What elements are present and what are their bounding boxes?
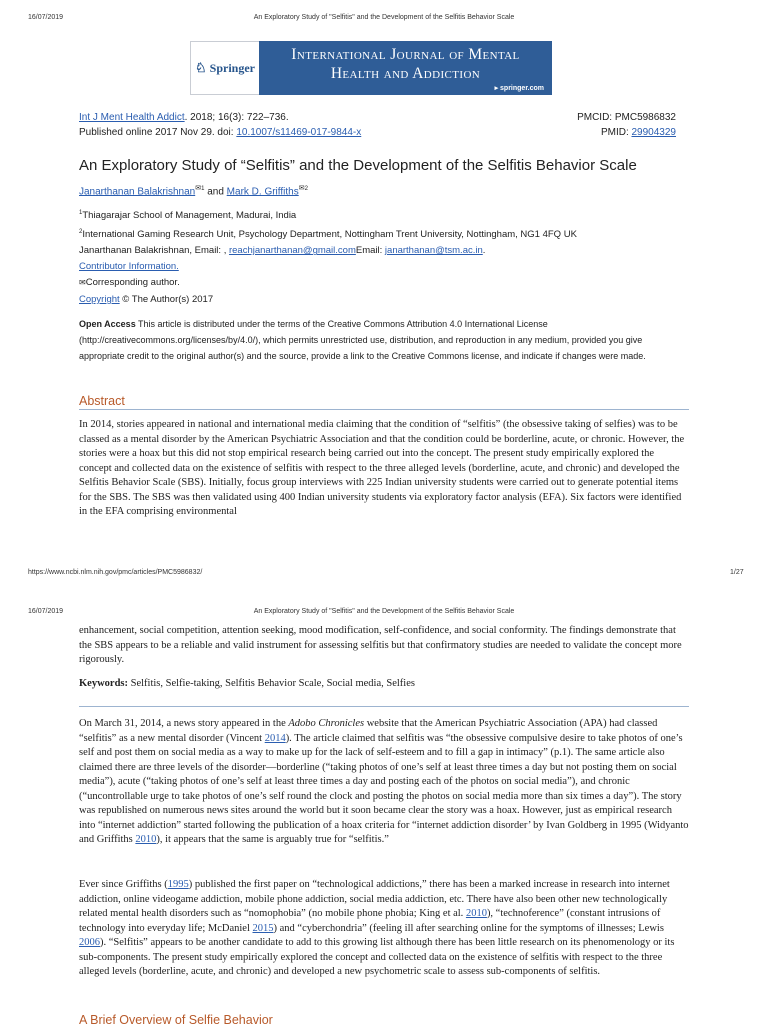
copyright-line	[79, 292, 213, 308]
affiliation-2	[79, 224, 577, 243]
and-text: and	[207, 186, 224, 198]
envelope-icon: ✉	[79, 278, 86, 288]
abstract-continuation: enhancement, social competition, attention seeking, mood modification, self-confidence, and social conformity. The findings demonstrate that the SBS appears to be a reliable and valid instrument for assessing selfitis but that confirmatory studies are needed to validate the concept more rigorously.	[79, 625, 682, 665]
p1-text-c: ). The article claimed that selfitis was “the obsessive compulsive desire to take photos of one’s self and post them on social media as a way to make up for the lack of self-esteem and to fill a gap in intimacy” (p.1). The same article also claimed there are three levels of the disorder—borderline (“taking photos of one’s self at least three times a day but not posting them on social media”), acute (“taking photos of one’s self at least three times a day and posting each of the photos on social media”), and chronic (“uncontrollable urge to take photos of one’s self round the clock and posting the photos on social media more than six times a day”). The story was republished on numerous news sites around the world but it soon became clear the story was a hoax. However, just as empirical research into “internet addiction” started following the publication of a hoax criteria for “internet addiction disorder’ by Ivan Goldberg in 1995 (Widyanto and Griffiths	[79, 732, 689, 845]
p2-text-c: ), “technoference” (constant intrusions of technology into everyday life; McDaniel	[79, 908, 661, 934]
aff1-sup: 1	[79, 210, 83, 216]
p2-text-d: ) and “cyberchondria” (feeling ill after searching online for the symptoms of illnesses; Lewis	[273, 922, 664, 934]
author2-sup: 2	[304, 186, 308, 192]
ref-vincent-2014[interactable]: 2014	[264, 732, 286, 744]
pmid-link[interactable]: 29904329	[631, 127, 676, 138]
p1-text-d: ), it appears that the same is arguably true for “selfitis.”	[156, 834, 389, 845]
ref-mcdaniel-2015[interactable]: 2015	[252, 922, 274, 934]
header-title: An Exploratory Study of "Selfitis" and the Development of the Selfitis Behavior Scale	[253, 14, 515, 21]
p1-source: Adobo Chronicles	[288, 718, 365, 729]
aff1-text: Thiagarajar School of Management, Madurai, India	[82, 210, 297, 222]
citation-line	[79, 112, 289, 123]
corresponding-line	[79, 275, 577, 291]
published-line	[79, 127, 361, 138]
article-title: An Exploratory Study of “Selfitis” and the Development of the Selfitis Behavior Scale	[79, 157, 637, 174]
abstract-text: In 2014, stories appeared in national and international media claiming that the condition of “selfitis” (the obsessive taking of selfies) was to be classed as a mental disorder by the American Psychiatric Association and that the condition could be borderline, acute, or chronic. However, the stories were a hoax but this did not stop empirical research being carried out into the concept. The present study empirically explored the concept and collected data on the existence of selfitis with respect to the three alleged levels (borderline, acute, and chronic) and developed the Selfitis Behavior Scale (SBS). Initially, focus group interviews with 225 Indian university students were carried out to generate potential items for the SBS. The SBS was then validated using 400 Indian university students via exploratory factor analysis (EFA). Six factors were identified in the EFA comprising environmental	[79, 419, 685, 517]
page2-header	[0, 608, 768, 620]
abstract-heading: Abstract	[79, 394, 125, 408]
abstract-rule	[79, 409, 689, 410]
ref-griffiths-1995[interactable]: 1995	[167, 879, 189, 890]
pmid-label: PMID:	[600, 127, 632, 138]
email-line	[79, 243, 577, 259]
open-access-label: Open Access	[79, 319, 136, 329]
email1-link[interactable]: reachjanarthanan@gmail.com	[228, 245, 356, 257]
email-icon[interactable]: ✉	[195, 185, 202, 192]
p2-text-b: ) published the first paper on “technological addictions,” there has been a marked increase in research into internet addiction, online videogame addiction, mobile phone addiction, social media addiction, etc. There have also been other new technologically related mental health disorders such as “nomophobia” (no mobile phone phobia; King et al.	[79, 879, 670, 919]
keywords-text: Selfitis, Selfie-taking, Selfitis Behavior Scale, Social media, Selfies	[128, 678, 415, 689]
footer-page-number: 1/27	[730, 569, 744, 576]
journal-name-block	[259, 41, 552, 95]
springer-logo	[190, 41, 259, 95]
journal-banner[interactable]	[190, 41, 552, 95]
affiliations	[79, 205, 577, 291]
journal-name-line2: Health and Addiction	[330, 65, 481, 82]
journal-name-line1: International Journal of Mental	[291, 46, 520, 63]
publisher-name: Springer	[209, 60, 255, 75]
copyright-link[interactable]: Copyright	[79, 294, 120, 305]
page1-header	[0, 14, 768, 26]
contributor-info-line	[79, 259, 577, 275]
email-end: .	[482, 245, 486, 257]
open-access-text: This article is distributed under the terms of the Creative Commons Attribution 4.0 International License (http://creativecommons.org/licenses/by/4.0/), which permits unrestricted use, distribution, and reproduction in any medium, provided you give appropriate credit to the original author(s) and the source, provide a link to the Creative Commons license, and indicate if changes were made.	[79, 319, 646, 361]
open-access-statement	[79, 316, 689, 364]
aff2-sup: 2	[79, 229, 83, 236]
journal-link[interactable]: Int J Ment Health Addict	[79, 112, 185, 123]
header-title: An Exploratory Study of "Selfitis" and the Development of the Selfitis Behavior Scale	[253, 608, 515, 615]
email2-link[interactable]: janarthanan@tsm.ac.in	[384, 245, 483, 257]
footer-url: https://www.ncbi.nlm.nih.gov/pmc/articles/PMC5986832/	[28, 569, 203, 576]
springer-url: ▸ springer.com	[494, 85, 544, 92]
springer-horse-icon: ♘	[195, 60, 207, 75]
p1-text-a: On March 31, 2014, a news story appeared in the	[79, 718, 289, 729]
keywords-line	[79, 677, 689, 692]
intro-paragraph-2	[79, 878, 689, 980]
author1-sup: 1	[201, 186, 205, 192]
email-mid: Email:	[355, 245, 385, 257]
p2-text-a: Ever since Griffiths (	[79, 879, 168, 890]
ref-lewis-2006[interactable]: 2006	[79, 937, 100, 948]
authors-line	[79, 184, 308, 197]
ref-widyanto-2010[interactable]: 2010	[135, 834, 157, 845]
copyright-text: © The Author(s) 2017	[119, 294, 214, 305]
contributor-info-link[interactable]: Contributor Information.	[79, 261, 179, 273]
citation-rest: . 2018; 16(3): 722–736.	[184, 112, 289, 123]
email-icon[interactable]: ✉	[298, 185, 305, 192]
section-rule	[79, 706, 689, 707]
ref-king-2010[interactable]: 2010	[465, 908, 487, 919]
doi-link[interactable]: 10.1007/s11469-017-9844-x	[236, 127, 362, 138]
intro-paragraph-1	[79, 717, 689, 848]
published-prefix: Published online 2017 Nov 29. doi:	[79, 127, 237, 138]
header-date: 16/07/2019	[28, 608, 64, 615]
header-date: 16/07/2019	[28, 14, 64, 21]
email-prefix: Janarthanan Balakrishnan, Email: ,	[79, 245, 229, 257]
affiliation-1	[79, 205, 577, 224]
pmid-line	[601, 127, 676, 138]
corresponding-text: Corresponding author.	[85, 277, 180, 289]
p2-text-e: ). “Selfitis” appears to be another candidate to add to this growing list although there has been little research on its phenomenology or its sub-components. The present study empirically explored the concept and collected data on the existence of selfitis with respect to the three alleged levels (borderline, acute, and chronic) and developed a new psychometric scale to assess sub-components of selfitis.	[79, 937, 675, 977]
p1-text-b: website that the American Psychiatric Association (APA) had classed “selfitis” as a new mental disorder (Vincent	[79, 718, 658, 744]
pmcid: PMCID: PMC5986832	[577, 112, 676, 123]
author1-link[interactable]: Janarthanan Balakrishnan	[79, 186, 196, 198]
keywords-label: Keywords:	[79, 678, 128, 689]
aff2-text: International Gaming Research Unit, Psychology Department, Nottingham Trent University, Nottingham, NG1 4FQ UK	[82, 229, 577, 241]
section-heading-selfie-overview: A Brief Overview of Selfie Behavior	[79, 1013, 273, 1027]
author2-link[interactable]: Mark D. Griffiths	[226, 186, 299, 198]
